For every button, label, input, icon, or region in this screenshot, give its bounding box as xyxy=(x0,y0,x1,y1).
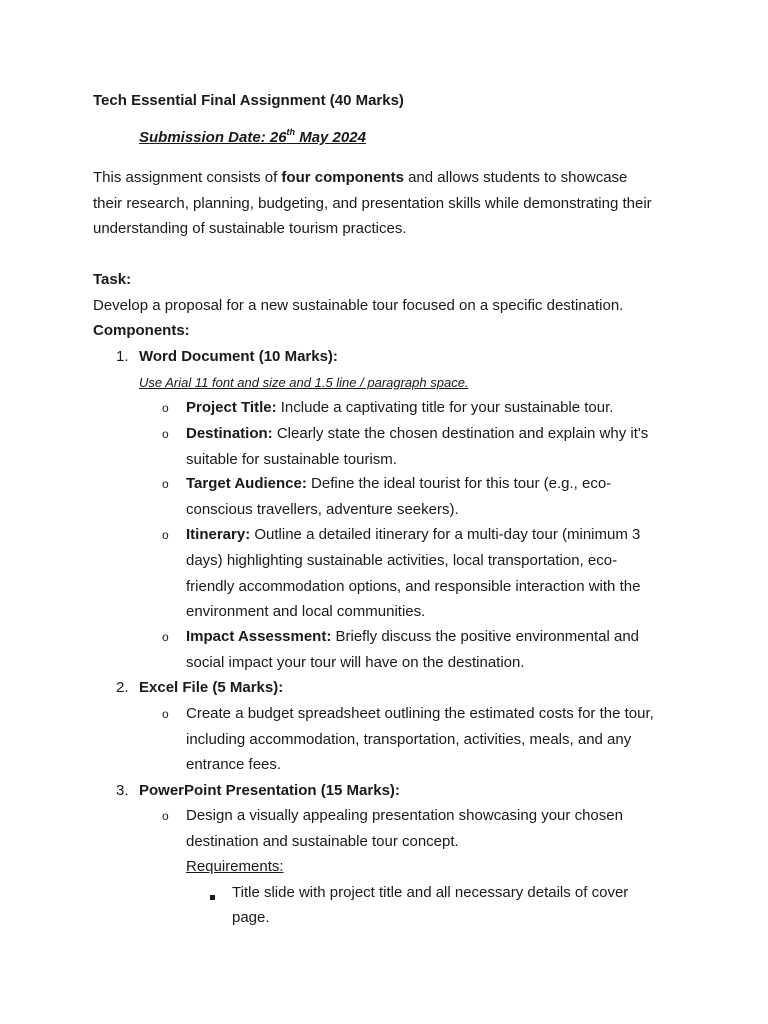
requirements-label: Requirements: xyxy=(186,858,284,875)
submission-date-sup: th xyxy=(286,127,296,137)
component-3-number: 3. xyxy=(116,782,129,799)
item-destination-line-2: suitable for sustainable tourism. xyxy=(186,451,397,468)
component-1-note: Use Arial 11 font and size and 1.5 line / paragraph space. xyxy=(139,375,469,390)
item-label: Target Audience: xyxy=(186,475,307,492)
item-itinerary-line-4: environment and local communities. xyxy=(186,603,426,620)
item-label: Itinerary: xyxy=(186,526,251,543)
item-destination xyxy=(186,426,648,441)
intro-line-2: their research, planning, budgeting, and presentation skills while demonstrating their xyxy=(93,195,652,212)
component-3-line-1: Design a visually appealing presentation showcasing your chosen xyxy=(186,807,623,824)
requirement-line-1: Title slide with project title and all necessary details of cover xyxy=(232,884,629,901)
component-2-line-1: Create a budget spreadsheet outlining the estimated costs for the tour, xyxy=(186,705,654,722)
intro-text-1: This assignment consists of xyxy=(93,169,282,186)
components-label: Components: xyxy=(93,322,190,339)
item-label: Impact Assessment: xyxy=(186,628,332,645)
component-3-line-2: destination and sustainable tour concept. xyxy=(186,833,459,850)
requirement-line-2: page. xyxy=(232,909,270,926)
task-text: Develop a proposal for a new sustainable tour focused on a specific destination. xyxy=(93,297,624,314)
item-text: Briefly discuss the positive environmental and xyxy=(331,628,639,645)
component-2-heading: Excel File (5 Marks): xyxy=(139,679,284,696)
intro-line-3: understanding of sustainable tourism practices. xyxy=(93,220,407,237)
item-itinerary-line-2: days) highlighting sustainable activities, local transportation, eco- xyxy=(186,552,618,569)
bullet-1d: o xyxy=(162,528,169,542)
bullet-1c: o xyxy=(162,477,169,491)
component-3-heading: PowerPoint Presentation (15 Marks): xyxy=(139,782,400,799)
component-2-number: 2. xyxy=(116,679,129,696)
item-itinerary-line-3: friendly accommodation options, and responsible interaction with the xyxy=(186,578,641,595)
component-2-line-2: including accommodation, transportation, activities, meals, and any xyxy=(186,731,632,748)
bullet-3a: o xyxy=(162,809,169,823)
component-2-line-3: entrance fees. xyxy=(186,756,282,773)
square-bullet xyxy=(210,888,215,903)
submission-date-suffix: May 2024 xyxy=(295,129,366,146)
item-impact-assessment xyxy=(186,629,639,644)
item-text: Define the ideal tourist for this tour (e.g., eco- xyxy=(306,475,612,492)
bullet-2a: o xyxy=(162,707,169,721)
component-1-number: 1. xyxy=(116,348,129,365)
item-impact-assessment-line-2: social impact your tour will have on the destination. xyxy=(186,654,525,671)
item-target-audience-line-2: conscious travellers, adventure seekers). xyxy=(186,501,459,518)
item-label: Destination: xyxy=(186,425,273,442)
intro-text-2: and allows students to showcase xyxy=(403,169,628,186)
item-text: Outline a detailed itinerary for a multi-day tour (minimum 3 xyxy=(250,526,641,543)
bullet-1e: o xyxy=(162,630,169,644)
item-project-title xyxy=(186,400,613,415)
bullet-1b: o xyxy=(162,427,169,441)
component-1-heading: Word Document (10 Marks): xyxy=(139,348,338,365)
item-itinerary xyxy=(186,527,640,542)
item-text: Include a captivating title for your sustainable tour. xyxy=(276,399,614,416)
item-target-audience xyxy=(186,476,611,491)
item-label: Project Title: xyxy=(186,399,277,416)
submission-date xyxy=(139,127,366,146)
document-title: Tech Essential Final Assignment (40 Marks) xyxy=(93,92,404,109)
task-label: Task: xyxy=(93,271,132,288)
bullet-1a: o xyxy=(162,401,169,415)
item-text: Clearly state the chosen destination and explain why it's xyxy=(272,425,649,442)
intro-bold: four components xyxy=(281,169,404,186)
submission-date-prefix: Submission Date: 26 xyxy=(139,129,287,146)
intro-line-1 xyxy=(93,170,627,185)
